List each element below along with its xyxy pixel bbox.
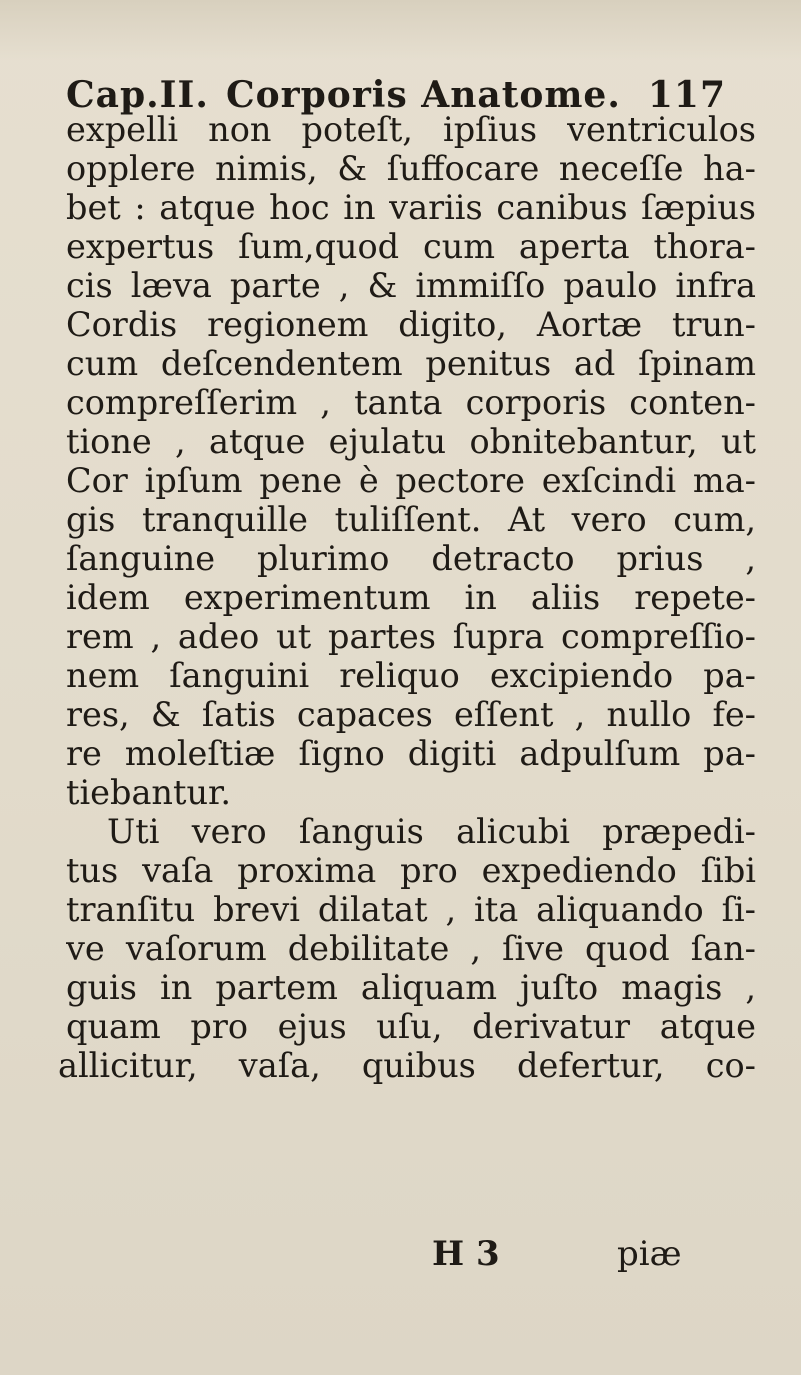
text-line: tiebantur. <box>66 773 232 812</box>
text-line: tione , atque ejulatu obnitebantur, ut <box>66 422 756 461</box>
text-line: Cordis regionem digito, Aortæ trun- <box>66 305 756 344</box>
text-line: tus vaſa proxima pro expediendo ſibi <box>66 851 756 890</box>
text-line: re moleſtiæ ſigno digiti adpulſum pa- <box>66 734 756 773</box>
text-line: expertus ſum,quod cum aperta thora- <box>66 227 756 266</box>
text-line: rem , adeo ut partes ſupra compreſſio- <box>66 617 756 656</box>
text-line: cis læva parte , & immiſſo paulo infra <box>66 266 756 305</box>
text-line: gis tranquille tuliſſent. At vero cum, <box>66 500 756 539</box>
catchword: piæ <box>617 1234 682 1274</box>
text-line: ve vaſorum debilitate , ſive quod ſan- <box>66 929 756 968</box>
body-text <box>58 110 756 1085</box>
text-line: res, & ſatis capaces eſſent , nullo fe- <box>66 695 756 734</box>
text-line: compreſſerim , tanta corporis conten- <box>66 383 756 422</box>
page-number: 117 <box>647 74 726 116</box>
text-line: quam pro ejus uſu, derivatur atque <box>66 1007 756 1046</box>
paragraph-start-line: Uti vero ſanguis alicubi præpedi- <box>107 812 756 851</box>
text-line: tranſitu brevi dilatat , ita aliquando ſi- <box>66 890 756 929</box>
text-line: nem ſanguini reliquo excipiendo pa- <box>66 656 756 695</box>
text-line: allicitur, vaſa, quibus defertur, co- <box>58 1046 756 1085</box>
chapter-heading: Cap.II. <box>66 74 209 116</box>
page-top-shadow <box>0 0 801 60</box>
text-line: guis in partem aliquam juſto magis , <box>66 968 756 1007</box>
text-line: bet : atque hoc in variis canibus ſæpius <box>66 188 756 227</box>
signature-mark: H 3 <box>432 1234 500 1274</box>
text-line: cum deſcendentem penitus ad ſpinam <box>66 344 756 383</box>
text-line: expelli non poteſt, ipſius ventriculos <box>66 110 756 149</box>
text-line: opplere nimis, & ſuffocare neceſſe ha- <box>66 149 756 188</box>
text-line: ſanguine plurimo detracto prius , <box>66 539 756 578</box>
text-line: Cor ipſum pene è pectore exſcindi ma- <box>66 461 756 500</box>
text-line: idem experimentum in aliis repete- <box>66 578 756 617</box>
page-footer <box>66 1234 736 1274</box>
running-title: Corporis Anatome. <box>226 74 621 116</box>
